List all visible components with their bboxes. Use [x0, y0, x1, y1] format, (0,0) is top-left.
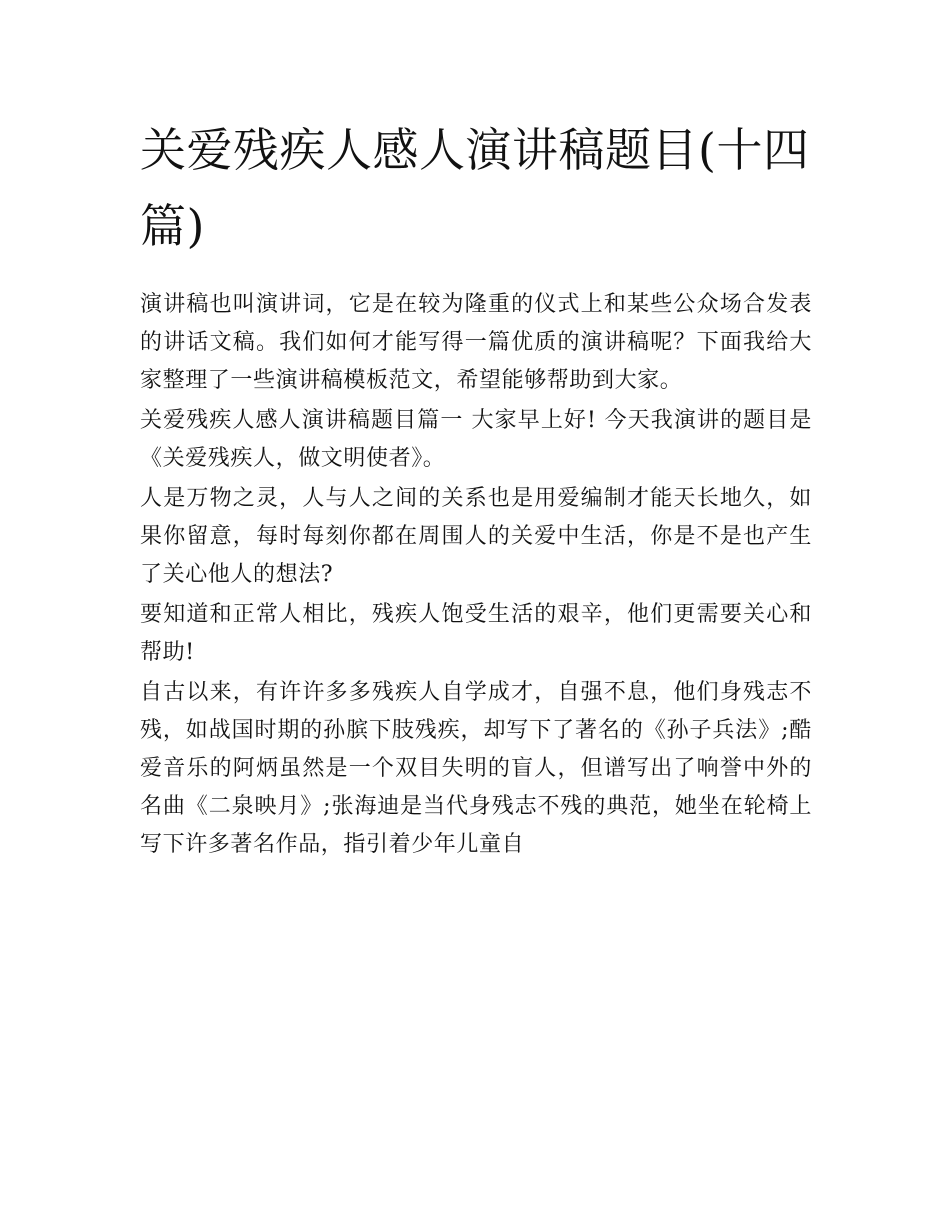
- document-body: [140, 112, 812, 864]
- body-paragraph: 要知道和正常人相比，残疾人饱受生活的艰辛，他们更需要关心和帮助!: [140, 602, 812, 665]
- document-title: 关爱残疾人感人演讲稿题目(十四篇): [140, 123, 810, 253]
- body-paragraph: 人是万物之灵，人与人之间的关系也是用爱编制才能天长地久，如果你留意，每时每刻你都在周围人的关爱中生活，你是不是也产生了关心他人的想法?: [140, 486, 812, 587]
- intro-paragraph: 演讲稿也叫演讲词，它是在较为隆重的仪式上和某些公众场合发表的讲话文稿。我们如何才能写得一篇优质的演讲稿呢？下面我给大家整理了一些演讲稿模板范文，希望能够帮助到大家。: [140, 292, 812, 393]
- speech-opening-paragraph: 关爱残疾人感人演讲稿题目篇一 大家早上好! 今天我演讲的题目是《关爱残疾人，做文明使者》。: [140, 408, 812, 471]
- body-paragraph: 自古以来，有许许多多残疾人自学成才，自强不息，他们身残志不残，如战国时期的孙膑下肢残疾，却写下了著名的《孙子兵法》;酷爱音乐的阿炳虽然是一个双目失明的盲人，但谱写出了响誉中外的名曲《二泉映月》;张海迪是当代身残志不残的典范，她坐在轮椅上写下许多著名作品，指引着少年儿童自: [140, 680, 812, 857]
